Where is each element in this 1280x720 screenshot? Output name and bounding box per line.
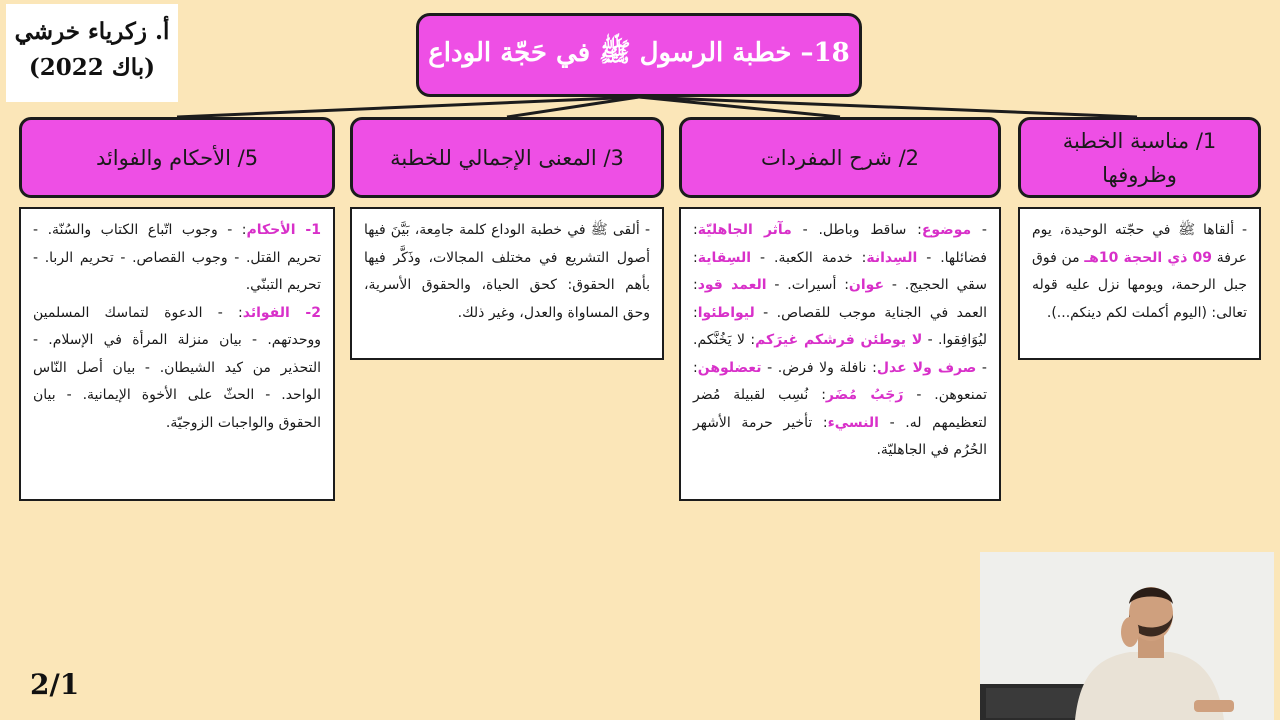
highlight-term: السِقاية [697, 249, 752, 266]
highlight-term: تعضلوهن [697, 359, 762, 376]
text-run: : - وجوب اتّباع الكتاب والسُنّة. - تحريم القتل. - وجوب القصاص. - تحريم الربا. - تحريم التبنّي. [33, 222, 321, 293]
highlight-term: 1- الأحكام [246, 222, 321, 238]
text-run: - [971, 222, 987, 238]
text-run: : فضائلها. - [693, 222, 987, 266]
text-run: : تمنعوهن. - [693, 359, 987, 403]
page-number: 2/1 [30, 668, 80, 701]
section-heading-2: 2/ شرح المفردات [679, 117, 1001, 198]
highlight-term: السِدانة [866, 249, 918, 266]
highlight-term: عوان [848, 277, 885, 293]
presenter-figure [980, 552, 1274, 720]
highlight-term: رَجَبُ مُضَر [825, 387, 904, 403]
text-run: من فوق جبل الرحمة، ويومها نزل عليه قوله تعالى: (اليوم أكملت لكم دينكم...). [1032, 249, 1247, 321]
presenter-video [980, 552, 1274, 720]
highlight-term: 09 ذي الحجة 10هـ [1084, 249, 1212, 266]
section-heading-5: 5/ الأحكام والفوائد [19, 117, 335, 198]
text-run: : - الدعوة لتماسك المسلمين ووحدتهم. - بيان منزلة المرأة في الإسلام. - التحذير من كيد الشيطان. - بيان أصل النّاس الواحد. - الحثّ على الأخوة الإيمانية. - بيان الحقوق والواجبات الزوجيّة. [33, 304, 321, 431]
highlight-term: ليواطئوا [697, 304, 755, 321]
diagram-title: 18– خطبة الرسول ﷺ في حَجّة الوداع [416, 13, 862, 97]
highlight-term: مآثر الجاهليّة [697, 222, 792, 238]
text-run: : خدمة الكعبة. - [751, 249, 867, 266]
text-run: - ألقاها ﷺ في حجّته الوحيدة، يوم عرفة [1032, 222, 1247, 266]
highlight-term: العمد قود [697, 277, 767, 293]
text-run: : لا يَخُنَّكم. - [693, 332, 987, 376]
text-run: - ألقى ﷺ في خطبة الوداع كلمة جامِعة، بَيَّنَ فيها أصول التشريع في مختلف المجالات، وذَكَّر فيها بأهم الحقوق: كحق الحياة، والحقوق الأسرية، وحق المساواة والعدل، وغير ذلك. [364, 222, 650, 321]
paragraph [364, 217, 650, 327]
section-content-1 [1018, 207, 1261, 360]
highlight-term: موضوع [921, 222, 972, 238]
text-run: : أسيرات. - [766, 277, 849, 293]
highlight-term: النسيء [827, 414, 879, 431]
text-run: : نُسِب لقبيلة مُضر لتعظيمهم له. - [693, 387, 987, 431]
section-heading-1: 1/ مناسبة الخطبة وظروفها [1018, 117, 1261, 198]
paragraph [33, 217, 321, 300]
text-run: : ليُوَافِقوا. - [693, 304, 987, 348]
section-content-5 [19, 207, 335, 501]
paragraph [33, 300, 321, 438]
text-run: : ساقط وباطل. - [791, 222, 922, 238]
section-content-3 [350, 207, 664, 360]
section-heading-3: 3/ المعنى الإجمالي للخطبة [350, 117, 664, 198]
paragraph [693, 217, 987, 465]
author-name: أ. زكرياء خرشي [14, 18, 170, 45]
author-note: (باك 2022) [28, 54, 156, 81]
section-content-2 [679, 207, 1001, 501]
paragraph [1032, 217, 1247, 327]
connector-1 [639, 97, 1137, 117]
highlight-term: 2- الفوائد [242, 304, 321, 321]
text-run: : نافلة ولا فرض. - [761, 359, 877, 376]
text-run: : سقي الحجيج. - [693, 249, 987, 293]
highlight-term: صرف ولا عدل [876, 359, 977, 376]
text-run: : العمد في الجناية موجب للقصاص. - [693, 277, 987, 321]
highlight-term: لا يوطئن فرشكم غيرَكم [755, 332, 923, 348]
text-run: : تأخير حرمة الأشهر الحُرُم في الجاهليّة. [693, 414, 987, 458]
